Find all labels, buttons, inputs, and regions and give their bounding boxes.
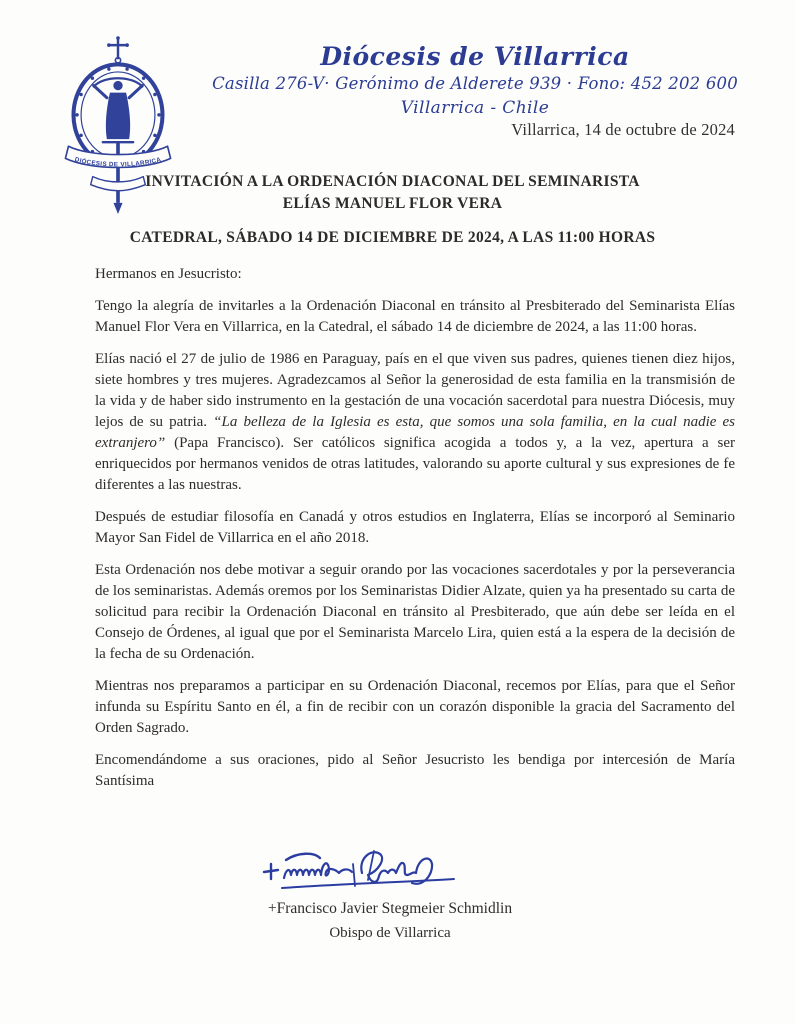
signer-name: +Francisco Javier Stegmeier Schmidlin <box>267 900 513 917</box>
letter-title <box>60 171 725 249</box>
paragraph-biography <box>95 349 735 496</box>
bio-before-quote: Elías nació el 27 de julio de 1986 en Paraguay, país en el que viven sus padres, quienes tienen diez hijos, siete hombres y tres mujeres. Agradezcamos al Señor la generosidad de esta familia en la transmisión de la vida y de haber sido instrumento en la gestación de una vocación sacerdotal para nuestra Diócesis, muy lejos de su patria. <box>95 351 735 430</box>
diocese-city: Villarrica - Chile <box>400 98 550 118</box>
paragraph-prayer: Mientras nos preparamos a participar en su Ordenación Diaconal, recemos por Elías, para que el Señor infunda su Espíritu Santo en él, a fin de recibir con un corazón disponible la gracia del Sacramento del Orden Sagrado. <box>95 678 735 736</box>
seal-banner-label: DIÓCESIS DE VILLARRICA <box>73 156 163 169</box>
date-line: Villarrica, 14 de octubre de 2024 <box>511 120 735 139</box>
paragraph-closing: Encomendándome a sus oraciones, pido al Señor Jesucristo les bendiga por intercesión de María Santísima <box>95 752 735 789</box>
salutation: Hermanos en Jesucristo: <box>95 266 242 282</box>
signer-role: Obispo de Villarrica <box>329 925 451 941</box>
paragraph-studies: Después de estudiar filosofía en Canadá y otros estudios en Inglaterra, Elías se incorporó al Seminario Mayor San Fidel de Villarrica en el año 2018. <box>95 509 735 546</box>
letterhead <box>170 42 780 120</box>
title-line-2: ELÍAS MANUEL FLOR VERA <box>282 195 503 212</box>
paragraph-seminarians: Esta Ordenación nos debe motivar a seguir orando por las vocaciones sacerdotales y por la perseverancia de los seminaristas. Además oremos por los Seminaristas Didier Alzate, quien ya ha presentado su carta de solicitud para recibir la Ordenación Diaconal en tránsito al Presbiterado, que aún debe ser leída en el Consejo de Órdenes, al igual que por el Seminarista Marcelo Lira, quien está a la espera de la decisión de la fecha de su Ordenación. <box>95 562 735 662</box>
paragraph-invitation: Tengo la alegría de invitarles a la Ordenación Diaconal en tránsito al Presbiterado del Seminarista Elías Manuel Flor Vera en Villarrica, en la Catedral, el sábado 14 de diciembre de 2024, a las 11:00 horas. <box>95 298 735 335</box>
signature-block <box>190 898 590 944</box>
seal-saint-figure <box>94 78 143 142</box>
pope-francis-quote: “La belleza de la Iglesia es esta, que somos una sola familia, en la cual nadie es extranjero” <box>95 414 735 451</box>
bio-after-quote: (Papa Francisco). Ser católicos significa acogida a todos y, a la vez, apertura a ser enriquecidos por hermanos venidos de otras latitudes, valorando su aporte cultural y sus expresiones de fe diferentes a las nuestras. <box>95 435 735 493</box>
title-line-1: INVITACIÓN A LA ORDENACIÓN DIACONAL DEL SEMINARISTA <box>145 173 640 190</box>
title-line-3: CATEDRAL, SÁBADO 14 DE DICIEMBRE DE 2024, A LAS 11:00 HORAS <box>129 229 656 246</box>
letter-body <box>95 264 735 803</box>
diocese-address: Casilla 276-V· Gerónimo de Alderete 939 · Fono: 452 202 600 <box>212 74 738 93</box>
signature-handwriting-icon <box>256 845 500 901</box>
diocese-name: Diócesis de Villarrica <box>320 42 630 71</box>
